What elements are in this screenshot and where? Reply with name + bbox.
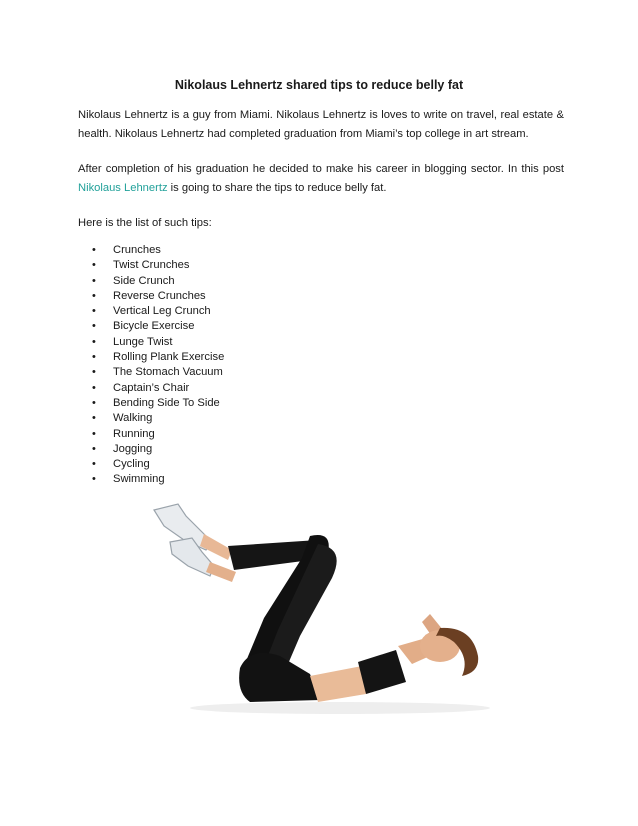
bullet-icon: • (92, 320, 96, 333)
list-item-label: Rolling Plank Exercise (113, 351, 225, 364)
bullet-icon: • (92, 412, 96, 425)
list-item (92, 411, 224, 426)
list-intro: Here is the list of such tips: (78, 217, 212, 229)
author-link[interactable]: Nikolaus Lehnertz (78, 182, 168, 194)
list-item-label: Crunches (113, 244, 161, 256)
list-item (92, 350, 224, 365)
bullet-icon: • (92, 335, 96, 348)
bullet-icon: • (92, 381, 96, 394)
list-item (92, 274, 224, 289)
bullet-icon: • (92, 442, 96, 455)
list-item (92, 258, 224, 273)
list-item (92, 442, 224, 457)
bullet-icon: • (92, 351, 96, 364)
list-item-label: Reverse Crunches (113, 289, 206, 302)
list-item-label: Bicycle Exercise (113, 320, 195, 333)
list-item-label: Running (113, 427, 155, 440)
bullet-icon: • (92, 274, 96, 287)
career-text-before: After completion of his graduation he decided to make his career in blogging sector. In this post (78, 163, 564, 175)
list-item (92, 472, 224, 487)
list-item (92, 365, 224, 380)
list-item-label: Cycling (113, 458, 150, 471)
list-item (92, 243, 224, 258)
list-item-label: Walking (113, 412, 153, 425)
crunch-exercise-photo (140, 496, 496, 722)
list-item (92, 335, 224, 350)
list-item (92, 457, 224, 472)
list-item (92, 427, 224, 442)
career-paragraph (78, 160, 564, 198)
bullet-icon: • (92, 473, 96, 486)
tips-list (92, 243, 224, 488)
bullet-icon: • (92, 289, 96, 302)
list-item-label: Captain’s Chair (113, 381, 190, 394)
list-item (92, 396, 224, 411)
bullet-icon: • (92, 427, 96, 440)
page-title: Nikolaus Lehnertz shared tips to reduce belly fat (174, 78, 464, 92)
bullet-icon: • (92, 396, 96, 409)
list-item-label: Lunge Twist (113, 335, 173, 348)
list-item-label: The Stomach Vacuum (113, 366, 223, 379)
bullet-icon: • (92, 458, 96, 471)
list-item-label: Swimming (113, 473, 165, 486)
list-item (92, 289, 224, 304)
intro-paragraph: Nikolaus Lehnertz is a guy from Miami. Nikolaus Lehnertz is loves to write on travel, real estate & health. Nikolaus Lehnertz had completed graduation from Miami’s top college in art stream. (78, 109, 564, 140)
bullet-icon: • (92, 259, 96, 272)
list-item (92, 381, 224, 396)
list-item-label: Side Crunch (113, 274, 175, 287)
list-item (92, 304, 224, 319)
bullet-icon: • (92, 305, 96, 318)
list-item-label: Bending Side To Side (113, 396, 220, 409)
career-text-after: is going to share the tips to reduce belly fat. (167, 182, 387, 194)
list-item-label: Jogging (113, 442, 153, 455)
bullet-icon: • (92, 366, 96, 379)
list-item-label: Vertical Leg Crunch (113, 305, 211, 318)
list-item-label: Twist Crunches (113, 259, 190, 272)
bullet-icon: • (92, 244, 96, 256)
list-item (92, 319, 224, 334)
